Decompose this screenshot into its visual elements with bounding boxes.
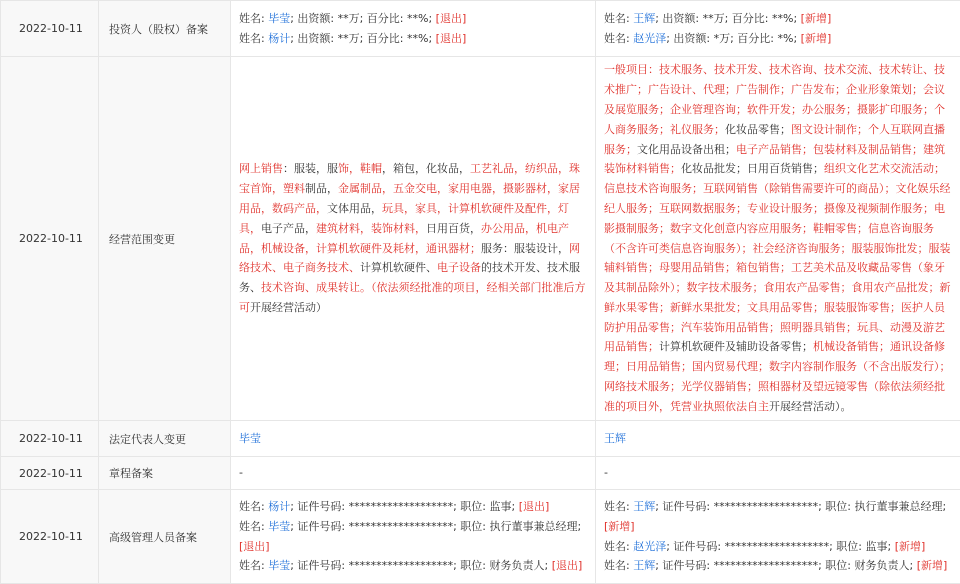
table-row: [1, 421, 960, 457]
person-link[interactable]: 杨计: [268, 500, 290, 513]
scope-text: 日用百货销售；: [747, 162, 824, 175]
entry-detail: ; 出资额: **万; 百分比: **%;: [655, 12, 800, 25]
entry-detail: ; 出资额: **万; 百分比: **%;: [290, 12, 435, 25]
scope-highlight: 组织文化艺术交流活动；信息技术咨询服务；互联网销售（除销售需要许可的商品）；文化娱乐经纪人服务；互联网数据服务；专业设计服务；摄像及视频制作服务；电影摄制服务；数字文化创意内容应用服务；鞋帽零售；信息咨询服务（不含许可类信息咨询服务）；社会经济咨询服务；服装服饰批发；服装辅料销售；母婴用品销售；箱包销售；工艺美术品及收藏品零售（象牙及其制品除外）；数字技术服务；食用农产品零售；食用农产品批发；新鲜水果零售；新鲜水果批发；文具用品零售；服装服饰零售；医护人员防护用品零售；汽车装饰用品销售；照明器具销售；玩具、动漫及游艺用品销售；: [604, 162, 951, 353]
person-link[interactable]: 杨计: [268, 32, 290, 45]
scope-text: 开展经营活动）: [250, 301, 327, 314]
scope-highlight: 工艺礼品，纺织品，珠宝首饰，塑料: [239, 162, 580, 195]
entry-detail: ; 证件号码: *******************; 职位: 监事;: [666, 540, 895, 553]
investor-entry: [604, 9, 952, 29]
person-link[interactable]: 毕莹: [268, 12, 290, 25]
scope-highlight: 电子设备: [437, 261, 481, 274]
scope-text: 计算机软硬件、: [360, 261, 437, 274]
legal-rep-after: [596, 421, 960, 457]
person-link[interactable]: 毕莹: [268, 520, 290, 533]
person-link[interactable]: 赵光泽: [633, 32, 666, 45]
scope-text: 化妆品零售；: [725, 123, 791, 136]
field-label: 姓名:: [604, 559, 633, 572]
change-date: 2022-10-11: [1, 421, 99, 457]
entry-detail: ; 出资额: **万; 百分比: **%;: [290, 32, 435, 45]
table-row: [1, 1, 960, 57]
executives-before: [231, 490, 596, 584]
change-item: 高级管理人员备案: [99, 490, 231, 584]
scope-highlight: 饰，鞋帽: [338, 162, 382, 175]
change-item: 章程备案: [99, 457, 231, 490]
scope-text: ：服装，服: [283, 162, 338, 175]
status-tag: [退出]: [436, 12, 467, 25]
entry-detail: ; 证件号码: *******************; 职位: 执行董事兼总经理;: [290, 520, 581, 533]
scope-highlight: 网络技术、电子商务技术、: [239, 242, 580, 275]
change-date: 2022-10-11: [1, 1, 99, 57]
scope-highlight: 电子产品销售；包装材料及制品销售；建筑装饰材料销售；: [604, 143, 945, 176]
scope-text: 的技术开发、技术服务、: [239, 261, 580, 294]
executive-entry: [239, 517, 587, 557]
change-item: 经营范围变更: [99, 57, 231, 421]
field-label: 姓名:: [239, 12, 268, 25]
status-tag: [新增]: [917, 559, 948, 572]
entry-detail: ; 证件号码: *******************; 职位: 财务负责人;: [655, 559, 917, 572]
executive-entry: [604, 556, 952, 576]
before-content: [231, 1, 596, 57]
scope-text: 化妆品批发；: [681, 162, 747, 175]
change-date: 2022-10-11: [1, 490, 99, 584]
person-link[interactable]: 王辉: [633, 12, 655, 25]
charter-before: -: [231, 457, 596, 490]
change-date: 2022-10-11: [1, 457, 99, 490]
status-tag: [退出]: [519, 500, 550, 513]
scope-highlight: 建筑材料，装饰材料，: [316, 222, 426, 235]
scope-highlight: 图文设计制作；个人互联网直播服务；: [604, 123, 945, 156]
scope-text: 日用百货，: [426, 222, 481, 235]
executive-entry: [239, 497, 587, 517]
table-row: [1, 457, 960, 490]
field-label: 姓名:: [239, 559, 268, 572]
person-link[interactable]: 赵光泽: [633, 540, 666, 553]
field-label: 姓名:: [239, 520, 268, 533]
after-content: [596, 1, 960, 57]
change-date: 2022-10-11: [1, 57, 99, 421]
investor-entry: [239, 29, 587, 49]
scope-text: 开展经营活动）。: [769, 400, 852, 413]
scope-highlight: 办公用品，机电产品，机械设备，计算机软硬件及耗材，通讯器材；: [239, 222, 569, 255]
status-tag: [新增]: [801, 12, 832, 25]
scope-highlight: 网上销售: [239, 162, 283, 175]
table-row: [1, 490, 960, 584]
scope-highlight: 机械设备销售；通讯设备修理；日用品销售；国内贸易代理；数字内容制作服务（不含出版发行）；网络技术服务；光学仪器销售；照相器材及望远镜零售（除依法须经批准的项目外，凭营业执照依法自主: [604, 340, 951, 412]
investor-entry: [239, 9, 587, 29]
executive-entry: [239, 556, 587, 576]
entry-detail: ; 证件号码: *******************; 职位: 监事;: [290, 500, 519, 513]
field-label: 姓名:: [604, 500, 633, 513]
scope-highlight: 技术咨询、成果转让。（依法须经批准的项目，经相关部门批准后方可: [239, 281, 586, 314]
scope-text: 计算机软硬件及辅助设备零售；: [659, 340, 813, 353]
executives-after: [596, 490, 960, 584]
scope-text: 制品，: [305, 182, 338, 195]
change-item: 法定代表人变更: [99, 421, 231, 457]
scope-text: 服务：服装设计，: [481, 242, 569, 255]
business-scope-before: [231, 57, 596, 421]
scope-highlight: 一般项目：技术服务、技术开发、技术咨询、技术交流、技术转让、技术推广；广告设计、代理；广告制作；广告发布；企业形象策划；会议及展览服务；企业管理咨询；软件开发；办公服务；摄影扩印服务；个人商务服务；礼仪服务；: [604, 63, 945, 135]
field-label: 姓名:: [604, 32, 633, 45]
status-tag: [新增]: [895, 540, 926, 553]
field-label: 姓名:: [604, 12, 633, 25]
scope-text: ，箱包，化妆品，: [382, 162, 470, 175]
status-tag: [退出]: [239, 540, 270, 553]
scope-highlight: 玩具，家具，计算机软硬件及配件，灯具，: [239, 202, 569, 235]
status-tag: [新增]: [604, 520, 635, 533]
executive-entry: [604, 537, 952, 557]
scope-highlight: 金属制品，五金交电，家用电器，摄影器材，家居用品，数码产品，: [239, 182, 580, 215]
person-link[interactable]: 王辉: [633, 559, 655, 572]
entry-detail: ; 证件号码: *******************; 职位: 财务负责人;: [290, 559, 552, 572]
legal-rep-before: [231, 421, 596, 457]
change-item: 投资人（股权）备案: [99, 1, 231, 57]
entry-detail: ; 出资额: *万; 百分比: *%;: [666, 32, 800, 45]
scope-text: 文化用品设备出租；: [637, 143, 736, 156]
investor-entry: [604, 29, 952, 49]
entry-detail: ; 证件号码: *******************; 职位: 执行董事兼总经理;: [655, 500, 946, 513]
charter-after: -: [596, 457, 960, 490]
person-link[interactable]: 毕莹: [239, 432, 261, 445]
field-label: 姓名:: [239, 32, 268, 45]
field-label: 姓名:: [239, 500, 268, 513]
field-label: 姓名:: [604, 540, 633, 553]
status-tag: [退出]: [552, 559, 583, 572]
person-link[interactable]: 王辉: [604, 432, 626, 445]
scope-text: 文体用品，: [327, 202, 382, 215]
status-tag: [退出]: [436, 32, 467, 45]
business-scope-after: [596, 57, 960, 421]
scope-text: 电子产品，: [261, 222, 316, 235]
executive-entry: [604, 497, 952, 537]
table-row: [1, 57, 960, 421]
person-link[interactable]: 毕莹: [268, 559, 290, 572]
person-link[interactable]: 王辉: [633, 500, 655, 513]
status-tag: [新增]: [801, 32, 832, 45]
